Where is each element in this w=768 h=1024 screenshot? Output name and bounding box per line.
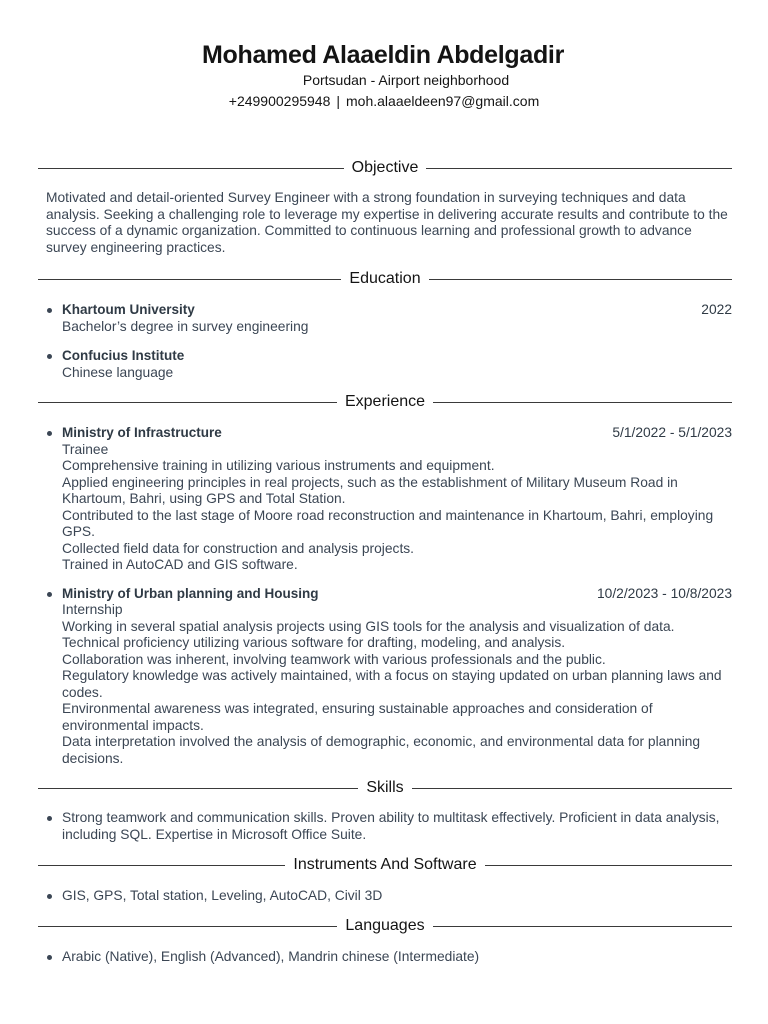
experience-line: Regulatory knowledge was actively maintained, with a focus on staying updated on urban planning laws and codes.	[62, 668, 722, 700]
education-date: 2022	[701, 302, 732, 317]
resume-header	[0, 0, 768, 110]
experience-line: Trained in AutoCAD and GIS software.	[62, 557, 298, 572]
experience-line: Data interpretation involved the analysis of demographic, economic, and environmental data for planning decisions.	[62, 734, 701, 766]
experience-list	[46, 425, 732, 767]
experience-line: Environmental awareness was integrated, ensuring sustainable approaches and consideration of environmental impacts.	[62, 701, 653, 733]
bullet-icon	[47, 955, 52, 960]
skills-list	[46, 810, 732, 843]
bullet-icon	[47, 354, 52, 359]
experience-item	[46, 425, 732, 574]
divider-right	[433, 402, 732, 403]
bullet-icon	[47, 431, 52, 436]
experience-date: 10/2/2023 - 10/8/2023	[596, 585, 732, 601]
divider-left	[38, 279, 341, 280]
experience-role: Internship	[62, 602, 123, 617]
objective-section-header	[38, 158, 732, 178]
experience-line: Comprehensive training in utilizing various instruments and equipment.	[62, 458, 495, 473]
instruments-list	[46, 888, 732, 905]
email-address: moh.alaaeldeen97@gmail.com	[346, 93, 540, 109]
experience-date: 5/1/2022 - 5/1/2023	[612, 425, 732, 440]
experience-line: Applied engineering principles in real projects, such as the establishment of Military Museum Road in Khartoum, Bahri, using GPS and Total Station.	[62, 474, 678, 506]
objective-title: Objective	[351, 159, 419, 176]
instruments-title: Instruments And Software	[293, 856, 477, 873]
languages-list	[46, 949, 732, 966]
divider-right	[426, 168, 732, 169]
bullet-icon	[47, 592, 52, 597]
bullet-icon	[47, 308, 52, 313]
education-detail: Bachelor’s degree in survey engineering	[62, 318, 309, 334]
experience-line: Collaboration was inherent, involving teamwork with various professionals and the public.	[62, 651, 606, 667]
candidate-address: Portsudan - Airport neighborhood	[302, 72, 510, 88]
organization-name: Ministry of Urban planning and Housing	[62, 585, 319, 601]
language-text: Arabic (Native), English (Advanced), Mandrin chinese (Intermediate)	[62, 949, 480, 964]
divider-right	[485, 865, 732, 866]
experience-line: Working in several spatial analysis projects using GIS tools for the analysis and visualization of data.	[62, 618, 675, 634]
experience-line: Contributed to the last stage of Moore road reconstruction and maintenance in Khartoum, Bahri, employing GPS.	[62, 507, 714, 539]
divider-left	[38, 168, 344, 169]
skills-title: Skills	[366, 779, 404, 796]
divider-right	[433, 926, 732, 927]
experience-line: Technical proficiency utilizing various software for drafting, modeling, and analysis.	[62, 635, 566, 650]
education-section-header	[38, 269, 732, 289]
institution-name: Confucius Institute	[62, 348, 185, 363]
candidate-name: Mohamed Alaaeldin Abdelgadir	[201, 41, 565, 69]
skills-section-header	[38, 778, 732, 798]
experience-item	[46, 586, 732, 768]
experience-line: Collected field data for construction and analysis projects.	[62, 540, 415, 556]
language-item	[46, 949, 732, 966]
divider-right	[412, 788, 732, 789]
instrument-text: GIS, GPS, Total station, Leveling, AutoCAD, Civil 3D	[62, 888, 383, 903]
experience-section-header	[38, 392, 732, 412]
bullet-icon	[47, 816, 52, 821]
experience-role: Trainee	[62, 441, 109, 457]
languages-title: Languages	[345, 917, 425, 934]
skill-item	[46, 810, 732, 843]
organization-name: Ministry of Infrastructure	[62, 425, 222, 440]
contact-line	[0, 92, 768, 110]
divider-left	[38, 865, 285, 866]
divider-left	[38, 402, 337, 403]
bullet-icon	[47, 894, 52, 899]
instrument-item	[46, 888, 732, 905]
languages-section-header	[38, 916, 732, 936]
institution-name: Khartoum University	[62, 302, 195, 317]
divider-left	[38, 788, 358, 789]
education-title: Education	[349, 270, 421, 287]
skill-text: Strong teamwork and communication skills. Proven ability to multitask effectively. Proficient in data analysis, including SQL. Expertise in Microsoft Office Suite.	[62, 810, 720, 842]
education-detail: Chinese language	[62, 364, 174, 380]
education-item	[46, 302, 732, 335]
divider-left	[38, 926, 337, 927]
experience-title: Experience	[344, 393, 426, 410]
education-list	[46, 302, 732, 381]
divider-right	[429, 279, 732, 280]
objective-text: Motivated and detail-oriented Survey Engineer with a strong foundation in surveying techniques and data analysis. Seeking a challenging role to leverage my expertise in delivering accurate results and contribute to the success of a dynamic organization. Committed to continuous learning and professional growth to advance survey engineering practices.	[46, 190, 728, 255]
instruments-section-header	[38, 855, 732, 875]
contact-separator: |	[336, 93, 341, 109]
education-item	[46, 348, 732, 381]
phone-number: +249900295948	[228, 93, 331, 109]
